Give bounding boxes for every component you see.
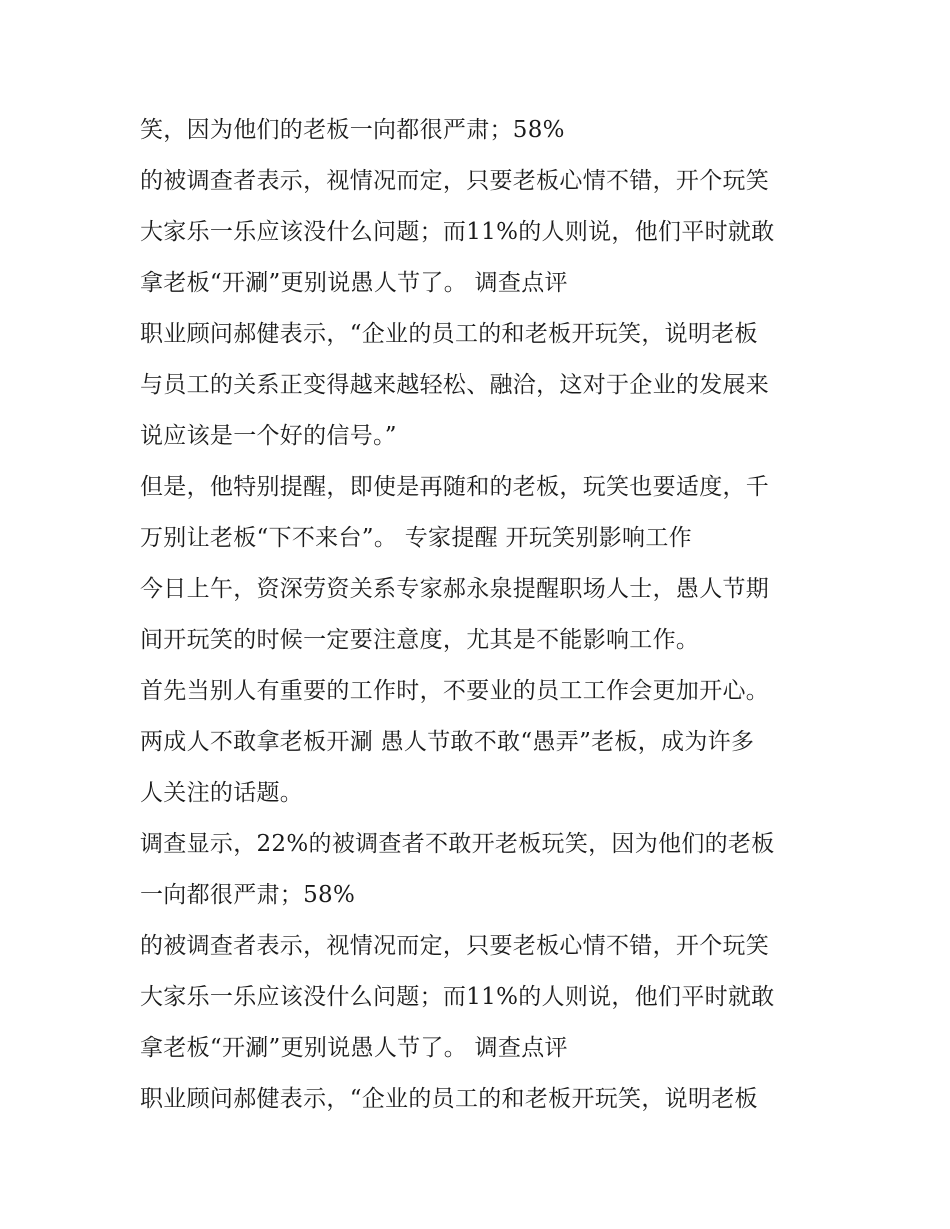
text-line: 大家乐一乐应该没什么问题；而11%的人则说，他们平时就敢 bbox=[140, 984, 775, 1010]
text-line: 说应该是一个好的信号。” bbox=[140, 423, 397, 449]
text-line: 拿老板“开涮”更别说愚人节了。 调查点评 bbox=[140, 270, 568, 296]
text-line: 的被调查者表示，视情况而定，只要老板心情不错，开个玩笑 bbox=[140, 933, 770, 959]
text-line: 人关注的话题。 bbox=[140, 780, 304, 806]
text-line: 一向都很严肃；58% bbox=[140, 882, 356, 908]
text-line: 职业顾问郝健表示，“企业的员工的和老板开玩笑，说明老板 bbox=[140, 1086, 758, 1112]
text-line: 两成人不敢拿老板开涮 愚人节敢不敢“愚弄”老板，成为许多 bbox=[140, 729, 755, 755]
text-line: 万别让老板“下不来台”。 专家提醒 开玩笑别影响工作 bbox=[140, 525, 692, 551]
text-line: 间开玩笑的时候一定要注意度，尤其是不能影响工作。 bbox=[140, 627, 700, 653]
text-line: 与员工的关系正变得越来越轻松、融洽，这对于企业的发展来 bbox=[140, 372, 770, 398]
text-line: 笑，因为他们的老板一向都很严肃；58% bbox=[140, 117, 565, 143]
text-line: 但是，他特别提醒，即使是再随和的老板，玩笑也要适度，千 bbox=[140, 474, 770, 500]
text-line: 拿老板“开涮”更别说愚人节了。 调查点评 bbox=[140, 1035, 568, 1061]
text-line: 职业顾问郝健表示，“企业的员工的和老板开玩笑，说明老板 bbox=[140, 321, 758, 347]
text-line: 首先当别人有重要的工作时，不要业的员工工作会更加开心。 bbox=[140, 678, 770, 704]
text-line: 大家乐一乐应该没什么问题；而11%的人则说，他们平时就敢 bbox=[140, 219, 775, 245]
text-line: 今日上午，资深劳资关系专家郝永泉提醒职场人士，愚人节期 bbox=[140, 576, 770, 602]
text-line: 的被调查者表示，视情况而定，只要老板心情不错，开个玩笑 bbox=[140, 168, 770, 194]
text-line: 调查显示，22%的被调查者不敢开老板玩笑，因为他们的老板 bbox=[140, 831, 775, 857]
